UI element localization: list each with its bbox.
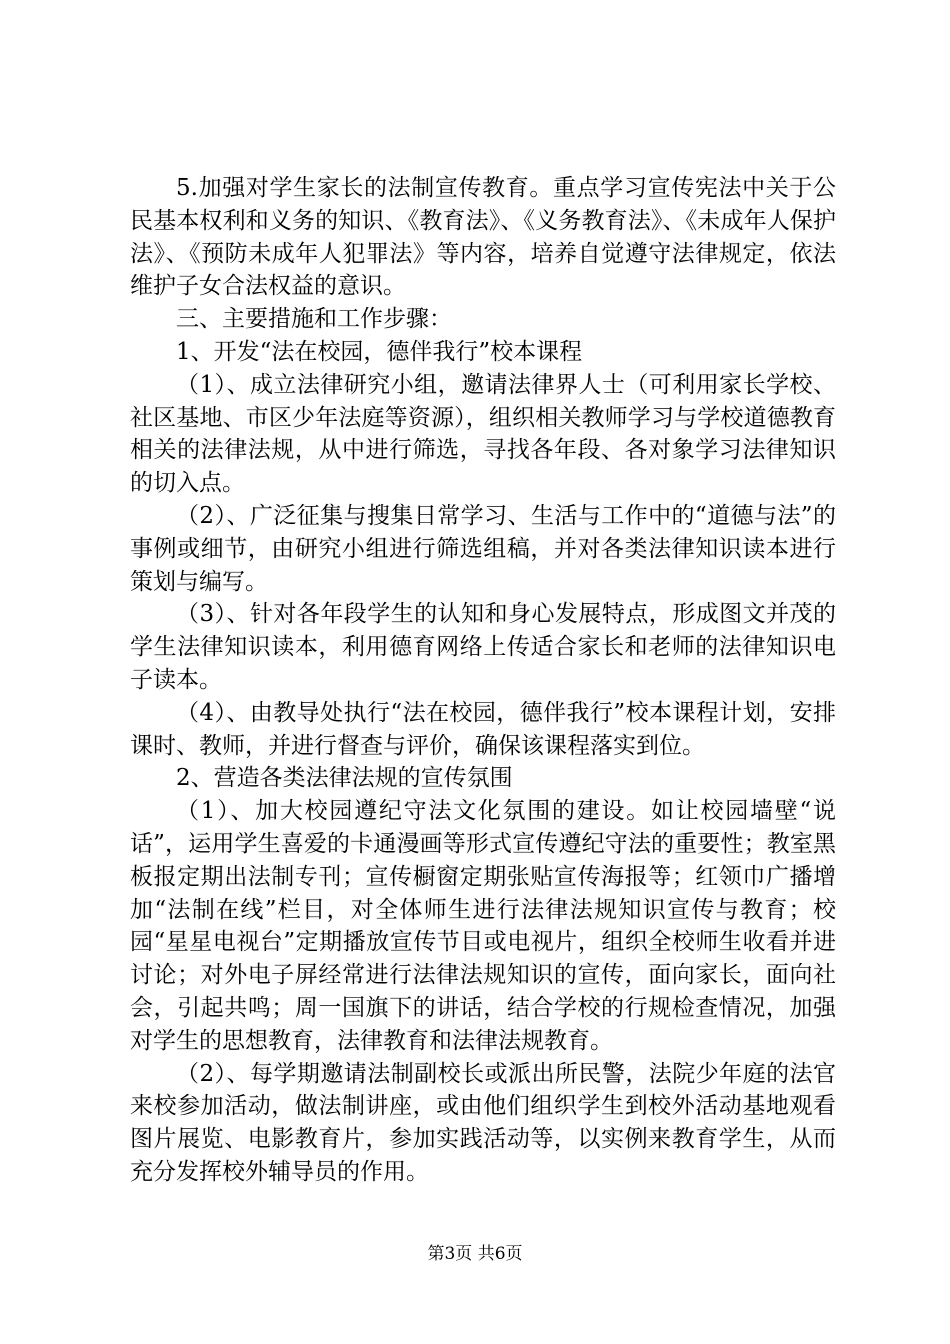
paragraph-reading-materials: （3）、针对各年段学生的认知和身心发展特点，形成图文并茂的学生法律知识读本，利用德育网络上传适合家长和老师的法律知识电子读本。 bbox=[130, 601, 836, 693]
paragraph-collect-examples: （2）、广泛征集与搜集日常学习、生活与工作中的“道德与法”的事例或细节，由研究小组进行筛选组稿，并对各类法律知识读本进行策划与编写。 bbox=[130, 502, 836, 595]
paragraph-invite-officers: （2）、每学期邀请法制副校长或派出所民警，法院少年庭的法官来校参加活动，做法制讲座，或由他们组织学生到校外活动基地观看图片展览、电影教育片，参加实践活动等，以实例来教育学生，从而充分发挥校外辅导员的作用。 bbox=[130, 1060, 836, 1185]
paragraph-campus-culture: （1）、加大校园遵纪守法文化氛围的建设。如让校园墙壁“说话”，运用学生喜爱的卡通漫画等形式宣传遵纪守法的重要性；教室黑板报定期出法制专刊；宣传橱窗定期张贴宣传海报等；红领巾广播增加“法制在线”栏目，对全体师生进行法律法规知识宣传与教育；校园“星星电视台”定期播放宣传节目或电视片，组织全校师生收看并进讨论；对外电子屏经常进行法律法规知识的宣传，面向家长，面向社会，引起共鸣；周一国旗下的讲话，结合学校的行规检查情况，加强对学生的思想教育，法律教育和法律法规教育。 bbox=[130, 798, 836, 1054]
section-heading-measures: 三、主要措施和工作步骤： bbox=[176, 306, 452, 333]
paragraph-research-group: （1）、成立法律研究小组，邀请法律界人士（可利用家长学校、社区基地、市区少年法庭等资源），组织相关教师学习与学校道德教育相关的法律法规，从中进行筛选，寻找各年段、各对象学习法律知识的切入点。 bbox=[130, 371, 836, 497]
subheading-curriculum: 1、开发“法在校园，德伴我行”校本课程 bbox=[176, 338, 583, 365]
subheading-atmosphere: 2、营造各类法律法规的宣传氛围 bbox=[176, 765, 513, 792]
document-body bbox=[130, 172, 836, 1189]
paragraph-curriculum-plan: （4）、由教导处执行“法在校园，德伴我行”校本课程计划，安排课时、教师，并进行督查与评价，确保该课程落实到位。 bbox=[130, 699, 836, 759]
page-number: 第3页 共6页 bbox=[427, 1244, 523, 1264]
paragraph-parent-education: 5.加强对学生家长的法制宣传教育。重点学习宣传宪法中关于公民基本权利和义务的知识、《教育法》、《义务教育法》、《未成年人保护法》、《预防未成年人犯罪法》等内容，培养自觉遵守法律规定，依法维护子女合法权益的意识。 bbox=[130, 175, 836, 300]
